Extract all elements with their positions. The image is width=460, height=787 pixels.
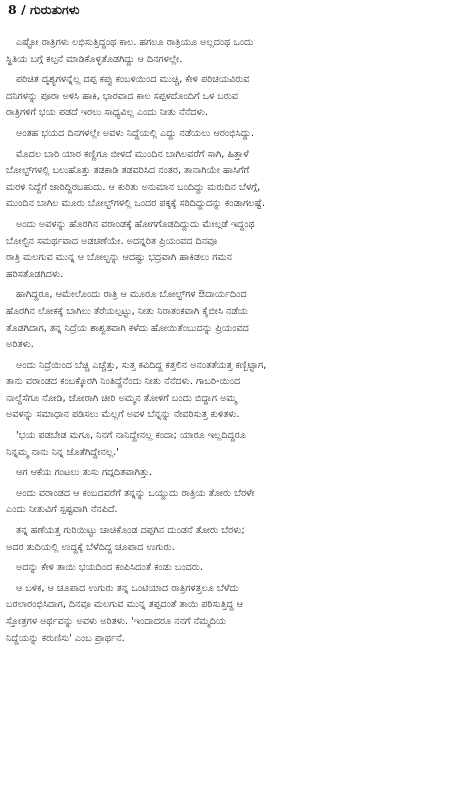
text-line: ಅಂತಹ ಭಯದ ದಿನಗಳಲ್ಲೇ ಅವಳು ನಿದ್ದೆಯಲ್ಲಿ ಎದ್ದು ನಡೆಯಲು ಆರಂಭಿಸಿದ್ದು.	[16, 127, 254, 139]
paragraph	[6, 35, 454, 68]
text-line: ಹಾಗಿದ್ದರೂ, ಆಮೇಲೊಂದು ರಾತ್ರಿ ಆ ಮೂರೂ ಬೋಲ್ಟ್‌ಗಳ ಔದಾರ್ಯದಿಂದ	[16, 289, 247, 301]
text-line: ಆ ಬಳಿಕ, ಆ ಚೂಪಾದ ಉಗುರು ತನ್ನ ಒಂಟಿಯಾದ ರಾತ್ರಿಗಳತ್ತಲೂ ಬೆಳೆದು	[16, 582, 239, 594]
text-line: ಹರಿಸತೊಡಗಿದಳು.	[6, 268, 64, 280]
text-line: ನಿದ್ದೆಯನ್ನು ಕರುಣಿಸು' ಎಂಬ ಪ್ರಾರ್ಥನೆ.	[6, 632, 125, 644]
text-line: ಎಂದು ನೀತುವಿಗೆ ಸ್ಪಷ್ಟವಾಗಿ ನೆನಪಿದೆ.	[6, 504, 118, 516]
text-line: ಪರಿಚಿತ ದೃಶ್ಯಗಳನ್ನೆಲ್ಲ ದಪ್ಪ ಕಪ್ಪು ಕಂಬಳಿಯಿಂದ ಮುಚ್ಚಿ, ಕೇಳಿ ಪರಿಚಯವಿರುವ	[16, 74, 250, 86]
paragraph	[6, 147, 454, 213]
body-text	[6, 35, 454, 651]
running-header	[8, 2, 79, 18]
text-line: ತಾನು ವರಾಂಡದ ಕಂಬಕ್ಕೊರಗಿ ನಿಂತಿದ್ದೆನೆಂದು ನೀತು ನೆನೆದಳು. ಗಾಬರಿ-ಯಿಂದ	[6, 376, 241, 388]
paragraph	[6, 126, 454, 143]
book-title: ಗುರುತುಗಳು	[30, 2, 80, 17]
text-line: ಸ್ಥಿತಿಯ ಬಗ್ಗೆ ಕಲ್ಪನೆ ಮಾಡಿಕೊಳ್ಳತೊಡಗಿದ್ದು ಆ ದಿನಗಳಲ್ಲೇ.	[6, 53, 183, 65]
text-line: ತೊಡಗಿದಾಗ, ತನ್ನ ನಿದ್ರೆಯ ಶಾಶ್ವತವಾಗಿ ಕಳೆದು ಹೋಯಿತೆಂಬುದನ್ನು ಪ್ರಿಯಂವದ	[6, 322, 249, 334]
text-line: ಮುಂದಿನ ಬಾಗಿಲ ಮೂರು ಬೋಲ್ಟ್‌ಗಳಲ್ಲಿ ಒಂದರ ಪಕ್ಕಕ್ಕೆ ಸರಿದಿದ್ದುದನ್ನು ಕಂಡಾಗಲಷ್ಟೆ.	[6, 198, 266, 210]
paragraph	[6, 486, 454, 519]
header-separator: /	[21, 2, 26, 17]
text-line: ಮರಳಿ ನಿದ್ದೆಗೆ ಜಾರಿದ್ದಿರಬಹುದು. ಆ ಕುರಿತು ಅನುಮಾನ ಬಂದಿದ್ದು ಮರುದಿನ ಬೆಳಗ್ಗೆ,	[6, 181, 261, 193]
paragraph	[6, 428, 454, 461]
paragraph	[6, 581, 454, 647]
text-line: ಎಷ್ಟೋ ರಾತ್ರಿಗಳು ಲಭಿಸುತ್ತಿದ್ದಂಥ ಕಾಲ. ಹಗಲೂ ರಾತ್ರಿಯೂ ಅಲ್ಲದಂಥ ಒಂದು	[16, 37, 254, 48]
text-line: ಅಂದು ವರಾಂಡದ ಆ ಕಂಬದವರೆಗೆ ತನ್ನನ್ನು ಒಯ್ದುದು ರಾತ್ರಿಯ ತೋರು ಬೆರಳೇ	[16, 487, 255, 499]
text-line: ಅಂದು ನಿದ್ರೆಯಿಂದ ಬೆಚ್ಚಿ ಎಚ್ಚೆತ್ತು, ಸುತ್ತ ಕವಿದಿದ್ದ ಕತ್ತಲಿನ ಅನಂತತೆಯತ್ತ ಕಣ್ಬಿಟ್ಟಾಗ,	[16, 359, 267, 371]
text-line: ದನಿಗಳನ್ನು ಪೂರಾ ಅಳಿಸಿ ಹಾಕಿ, ಭಾರವಾದ ಕಾಲ ಸಪ್ಪಳದೊಂದಿಗೆ ಒಳ ಬರುವ	[6, 90, 239, 102]
paragraph	[6, 217, 454, 283]
paragraph	[6, 523, 454, 556]
text-line: ಸ್ತೋತ್ರಗಳ ಅರ್ಥವನ್ನು ಅವಳು ಅರಿತಳು. 'ಇಂದಾದರೂ ನನಗೆ ನೆಮ್ಮದಿಯ	[6, 616, 227, 627]
text-line: ಬೋಲ್ಟ್‌ಗಳಲ್ಲಿ ಬಲುಹೊತ್ತು ತಡಕಾಡಿ ತಡವರಿಸಿದ ನಂತರ, ತಾನಾಗಿಯೇ ಹಾಸಿಗೆಗೆ	[6, 165, 250, 177]
text-line: ನಿನ್ನಮ್ಮ ನಾನು ನಿನ್ನ ಜೊತೆಗಿದ್ದೇನಲ್ಲ.'	[6, 446, 119, 458]
paragraph	[6, 465, 454, 482]
page-number: 8	[8, 2, 17, 17]
text-line: ಬೋಲ್ಟಿನ ಸಮರ್ಥವಾದ ಅಡಚಣೆಯೇ. ಅದನ್ನರಿತ ಪ್ರಿಯಂವದ ದಿನವೂ	[6, 235, 218, 247]
text-line: ಅದನ್ನು ಕೇಳಿ ತಾಯಿ ಭಯದಿಂದ ಕಂಪಿಸಿದಂತೆ ಕಂಡು ಬಂದರು.	[16, 562, 204, 574]
paragraph	[6, 358, 454, 424]
text-line: ರಾತ್ರಿ ಮಲಗುವ ಮುನ್ನ ಆ ಬೋಲ್ಟನ್ನು ಆದಷ್ಟು ಭದ್ರವಾಗಿ ಹಾಕಿಡಲು ಗಮನ	[6, 252, 232, 264]
text-line: ಅಂದು ಅವಳನ್ನು ಹೊರಗಿನ ವರಾಂಡಕ್ಕೆ ಹೋಗಗೊಡದಿದ್ದುದು ಮೇಲ್ಗಡೆ ಇದ್ದಂಥ	[16, 218, 255, 230]
text-line: ತನ್ನ ಹಣೆಯತ್ತ ಗುರಿಯಿಟ್ಟು ಚಾಚಿಕೊಂಡ ದಪ್ಪಗಿನ ದುಂಡನೆ ತೋರು ಬೆರಳು;	[16, 525, 245, 537]
paragraph	[6, 560, 454, 577]
paragraph	[6, 72, 454, 122]
paragraph	[6, 287, 454, 353]
text-line: ಮೊದಲ ಬಾರಿ ಯಾರ ಕಣ್ಣಿಗೂ ಬೀಳದೆ ಮುಂದಿನ ಬಾಗಿಲವರೆಗೆ ಸಾಗಿ, ಹಿತ್ತಾಳೆ	[16, 148, 249, 160]
text-line: ರಾತ್ರಿಗಳಿಗೆ ಭಯ ಪಡದೆ ಇರಲು ಸಾಧ್ಯವಿಲ್ಲ ಎಂದು ನೀತು ನೆನೆದಳು.	[6, 107, 208, 119]
text-line: ಹೊರಗಿನ ಲೋಕಕ್ಕೆ ಬಾಗಿಲು ತೆರೆಯಲ್ಪಟ್ಟು, ನೀತು ನಿರಾತಂಕವಾಗಿ ಕೈಬೀಸಿ ನಡೆಯ	[6, 305, 248, 317]
text-line: ಅರಿತಳು.	[6, 339, 34, 351]
text-line: ಅದರ ತುದಿಯಲ್ಲಿ ಉದ್ದಕ್ಕೆ ಬೆಳೆದಿದ್ದ ಚೂಪಾದ ಉಗುರು.	[6, 541, 175, 553]
text-line: 'ಭಯ ಪಡಬೇಡ ಮಗೂ, ನಿನಗೆ ನಾನಿದ್ದೇನಲ್ಲ ಕಂದಾ; ಯಾರೂ ಇಲ್ಲದಿದ್ದರೂ	[16, 430, 246, 442]
text-line: ಬರಲಾರಂಭಿಸಿದಾಗ, ದಿನವೂ ಮಲಗುವ ಮುನ್ನ ತಪ್ಪದಂತೆ ತಾಯಿ ಪಠಿಸುತ್ತಿದ್ದ ಆ	[6, 599, 243, 611]
text-line: ಅವಳನ್ನು ಸಮಾಧಾನ ಪಡಿಸಲು ಮೆಲ್ಲಗೆ ಅವಳ ಬೆನ್ನನ್ನು ನೇವರಿಸುತ್ತ ಕುಳಿತಳು.	[6, 409, 240, 421]
text-line: ನಾಲ್ದೆಸೆಗೂ ನೋಡಿ, ಜೋರಾಗಿ ಚೀರಿ ಅಮ್ಮನ ತೋಳಿಗೆ ಬಂದು ಬಿದ್ದಾಗ ಅಮ್ಮ	[6, 392, 237, 404]
text-line: ಆಗ ಆಕೆಯ ಗಂಟಲು ತುಸು ಗದ್ಗದಿತವಾಗಿತ್ತು.	[16, 467, 152, 479]
